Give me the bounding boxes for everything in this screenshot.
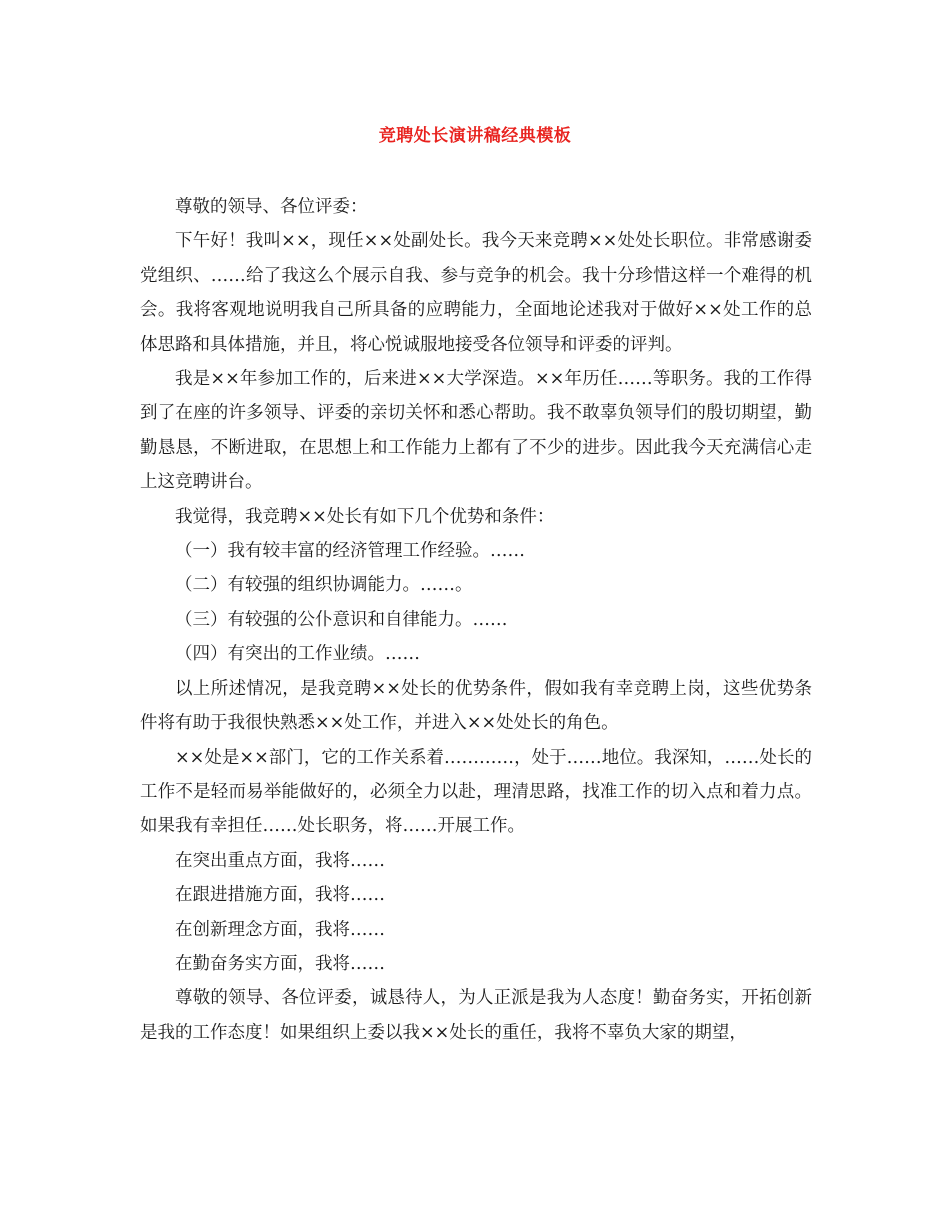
document-body <box>140 190 812 1050</box>
advantage-item-3: （三）有较强的公仆意识和自律能力。…… <box>175 609 508 630</box>
closing-paragraph: 尊敬的领导、各位评委，诚恳待人，为人正派是我为人态度！勤奋务实，开拓创新是我的工作态度！如果组织上委以我××处长的重任，我将不辜负大家的期望， <box>140 988 812 1043</box>
advantages-summary-paragraph: 以上所述情况，是我竞聘××处长的优势条件，假如我有幸竞聘上岗，这些优势条件将有助于我很快熟悉××处工作，并进入××处处长的角色。 <box>140 678 812 734</box>
background-paragraph: 我是××年参加工作的，后来进××大学深造。××年历任……等职务。我的工作得到了在座的许多领导、评委的亲切关怀和悉心帮助。我不敢辜负领导们的殷切期望，勤勤恳恳，不断进取，在思想上和工作能力上都有了不少的进步。因此我今天充满信心走上这竞聘讲台。 <box>140 369 812 493</box>
salutation-paragraph: 尊敬的领导、各位评委： <box>175 197 368 217</box>
advantage-item-4: （四）有突出的工作业绩。…… <box>175 644 420 665</box>
plan-item-3: 在创新理念方面，我将…… <box>175 919 385 940</box>
advantage-item-1: （一）我有较丰富的经济管理工作经验。…… <box>175 541 525 562</box>
plan-item-1: 在突出重点方面，我将…… <box>175 850 385 871</box>
plan-item-4: 在勤奋务实方面，我将…… <box>175 953 385 974</box>
introduction-paragraph: 下午好！我叫××，现任××处副处长。我今天来竞聘××处处长职位。非常感谢委党组织、……给了我这么个展示自我、参与竞争的机会。我十分珍惜这样一个难得的机会。我将客观地说明我自己所具备的应聘能力，全面地论述我对于做好××处工作的总体思路和具体措施，并且，将心悦诚服地接受各位领导和评委的评判。 <box>140 231 812 355</box>
plan-item-2: 在跟进措施方面，我将…… <box>175 885 385 906</box>
advantages-intro-paragraph: 我觉得，我竞聘××处长有如下几个优势和条件： <box>175 506 555 527</box>
advantage-item-2: （二）有较强的组织协调能力。……。 <box>175 575 473 596</box>
department-paragraph: ××处是××部门，它的工作关系着…………，处于……地位。我深知，……处长的工作不是轻而易举能做好的，必须全力以赴，理清思路，找准工作的切入点和着力点。如果我有幸担任……处长职务，将……开展工作。 <box>140 747 812 837</box>
document-title: 竞聘处长演讲稿经典模板 <box>378 126 572 146</box>
